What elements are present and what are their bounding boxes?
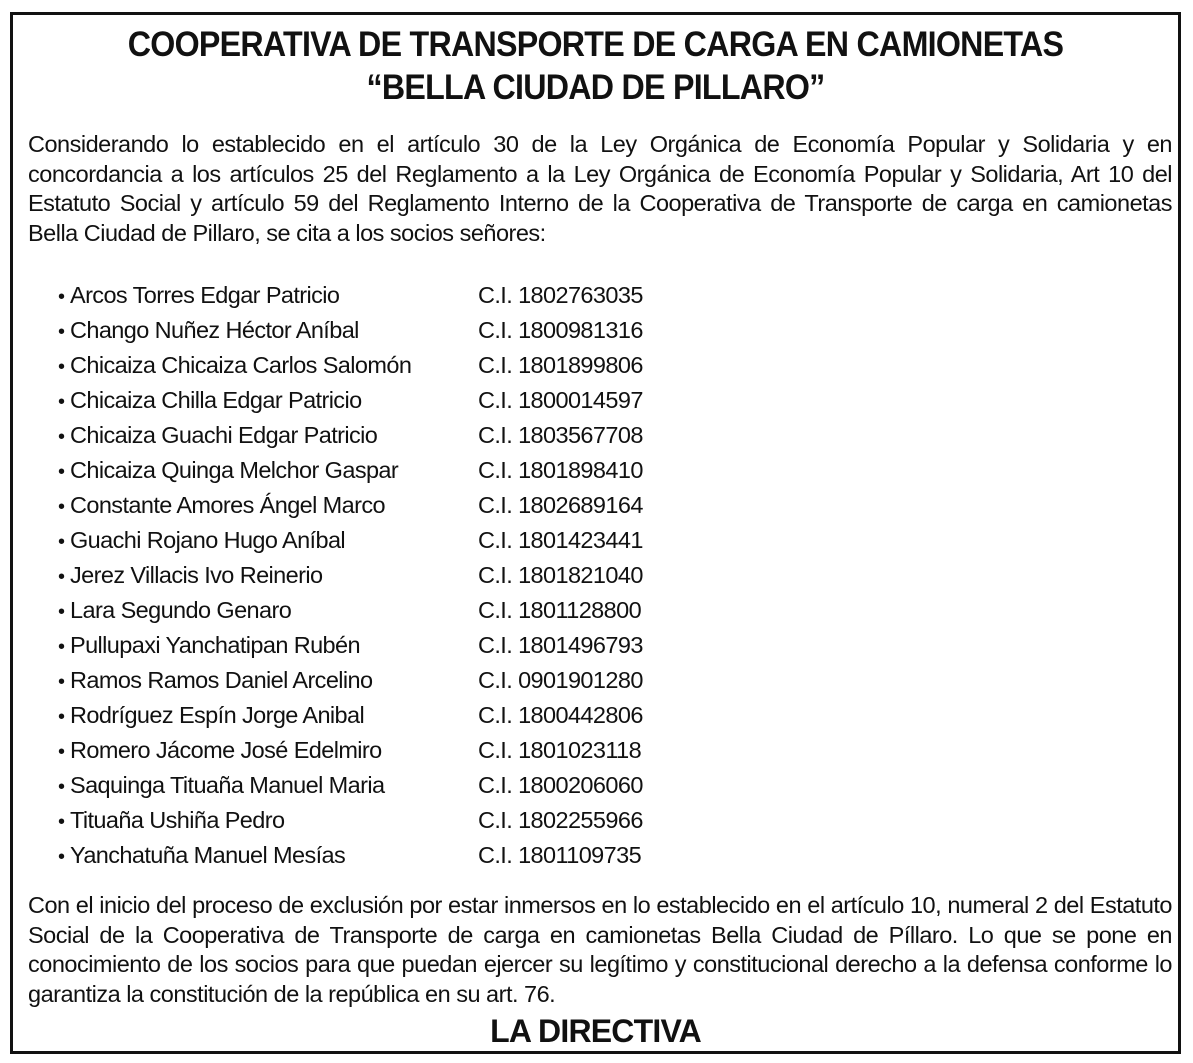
member-name: Saquinga Tituaña Manuel Maria [70,772,385,798]
bullet-icon: • [58,356,65,378]
intro-paragraph: Considerando lo establecido en el artículo 30 de la Ley Orgánica de Economía Popular y Solidaria y en concordancia a los artículos 25 del Reglamento a la Ley Orgánica de Economía Popular y Solidaria, Art 10 del Estatuto Social y artículo 59 del Reglamento Interno de la Cooperativa de Transporte de carga en camionetas Bella Ciudad de Pillaro, se cita a los socios señores: [28,131,1172,246]
member-item [58,523,758,558]
member-name: Rodríguez Espín Jorge Anibal [70,702,365,728]
member-ci: C.I. 1801496793 [478,632,643,658]
bullet-icon: • [58,286,65,308]
member-ci: C.I. 1800206060 [478,772,643,798]
bullet-icon: • [58,566,65,588]
member-ci: C.I. 0901901280 [478,667,643,693]
member-name: Chicaiza Quinga Melchor Gaspar [70,457,399,483]
member-ci: C.I. 1800442806 [478,702,643,728]
member-item [58,348,758,383]
member-name: Tituaña Ushiña Pedro [70,807,285,833]
bullet-icon: • [58,636,65,658]
bullet-icon: • [58,671,65,693]
member-item [58,803,758,838]
member-name: Constante Amores Ángel Marco [70,492,385,518]
member-name: Lara Segundo Genaro [70,597,292,623]
member-ci: C.I. 1803567708 [478,422,643,448]
member-ci: C.I. 1800014597 [478,387,643,413]
member-item [58,733,758,768]
member-ci: C.I. 1800981316 [478,317,643,343]
bullet-icon: • [58,776,65,798]
member-name: Chicaiza Chilla Edgar Patricio [70,387,362,413]
member-name: Yanchatuña Manuel Mesías [70,842,346,868]
member-ci: C.I. 1801023118 [478,737,642,763]
member-item [58,593,758,628]
member-name: Pullupaxi Yanchatipan Rubén [70,632,360,658]
notice-title [60,23,1132,109]
member-name: Arcos Torres Edgar Patricio [70,282,340,308]
bullet-icon: • [58,426,65,448]
member-ci: C.I. 1801423441 [478,527,643,553]
member-item [58,488,758,523]
member-item [58,838,758,873]
member-item [58,698,758,733]
member-name: Chango Nuñez Héctor Aníbal [70,317,359,343]
bullet-icon: • [58,321,65,343]
bullet-icon: • [58,496,65,518]
member-item [58,313,758,348]
member-name: Guachi Rojano Hugo Aníbal [70,527,346,553]
bullet-icon: • [58,846,65,868]
title-line-1: COOPERATIVA DE TRANSPORTE DE CARGA EN CAMIONETAS [127,25,1064,64]
member-item [58,768,758,803]
member-item [58,453,758,488]
member-item [58,558,758,593]
member-ci: C.I. 1801898410 [478,457,643,483]
bullet-icon: • [58,601,65,623]
member-name: Romero Jácome José Edelmiro [70,737,382,763]
member-name: Chicaiza Guachi Edgar Patricio [70,422,378,448]
closing-paragraph: Con el inicio del proceso de exclusión por estar inmersos en lo establecido en el artículo 10, numeral 2 del Estatuto Social de la Cooperativa de Transporte de carga en camionetas Bella Ciudad de Píllaro. Lo que se pone en conocimiento de los socios para que puedan ejercer su legítimo y constitucional derecho a la defensa conforme lo garantiza la constitución de la república en su art. 76. [28,892,1172,1007]
member-item [58,663,758,698]
member-ci: C.I. 1801899806 [478,352,643,378]
member-item [58,418,758,453]
bullet-icon: • [58,531,65,553]
member-item [58,383,758,418]
member-item [58,278,758,313]
member-ci: C.I. 1802255966 [478,807,643,833]
bullet-icon: • [58,461,65,483]
member-ci: C.I. 1802763035 [478,282,643,308]
signature: LA DIRECTIVA [490,1013,701,1049]
bullet-icon: • [58,391,65,413]
bullet-icon: • [58,811,65,833]
member-name: Ramos Ramos Daniel Arcelino [70,667,373,693]
member-ci: C.I. 1802689164 [478,492,643,518]
member-ci: C.I. 1801821040 [478,562,643,588]
members-list [58,278,758,873]
member-ci: C.I. 1801109735 [478,842,642,868]
bullet-icon: • [58,741,65,763]
member-name: Chicaiza Chicaiza Carlos Salomón [70,352,412,378]
member-name: Jerez Villacis Ivo Reinerio [70,562,323,588]
notice-frame [10,12,1181,1054]
member-ci: C.I. 1801128800 [478,597,642,623]
member-item [58,628,758,663]
bullet-icon: • [58,706,65,728]
title-line-2: “BELLA CIUDAD DE PILLARO” [366,68,825,107]
